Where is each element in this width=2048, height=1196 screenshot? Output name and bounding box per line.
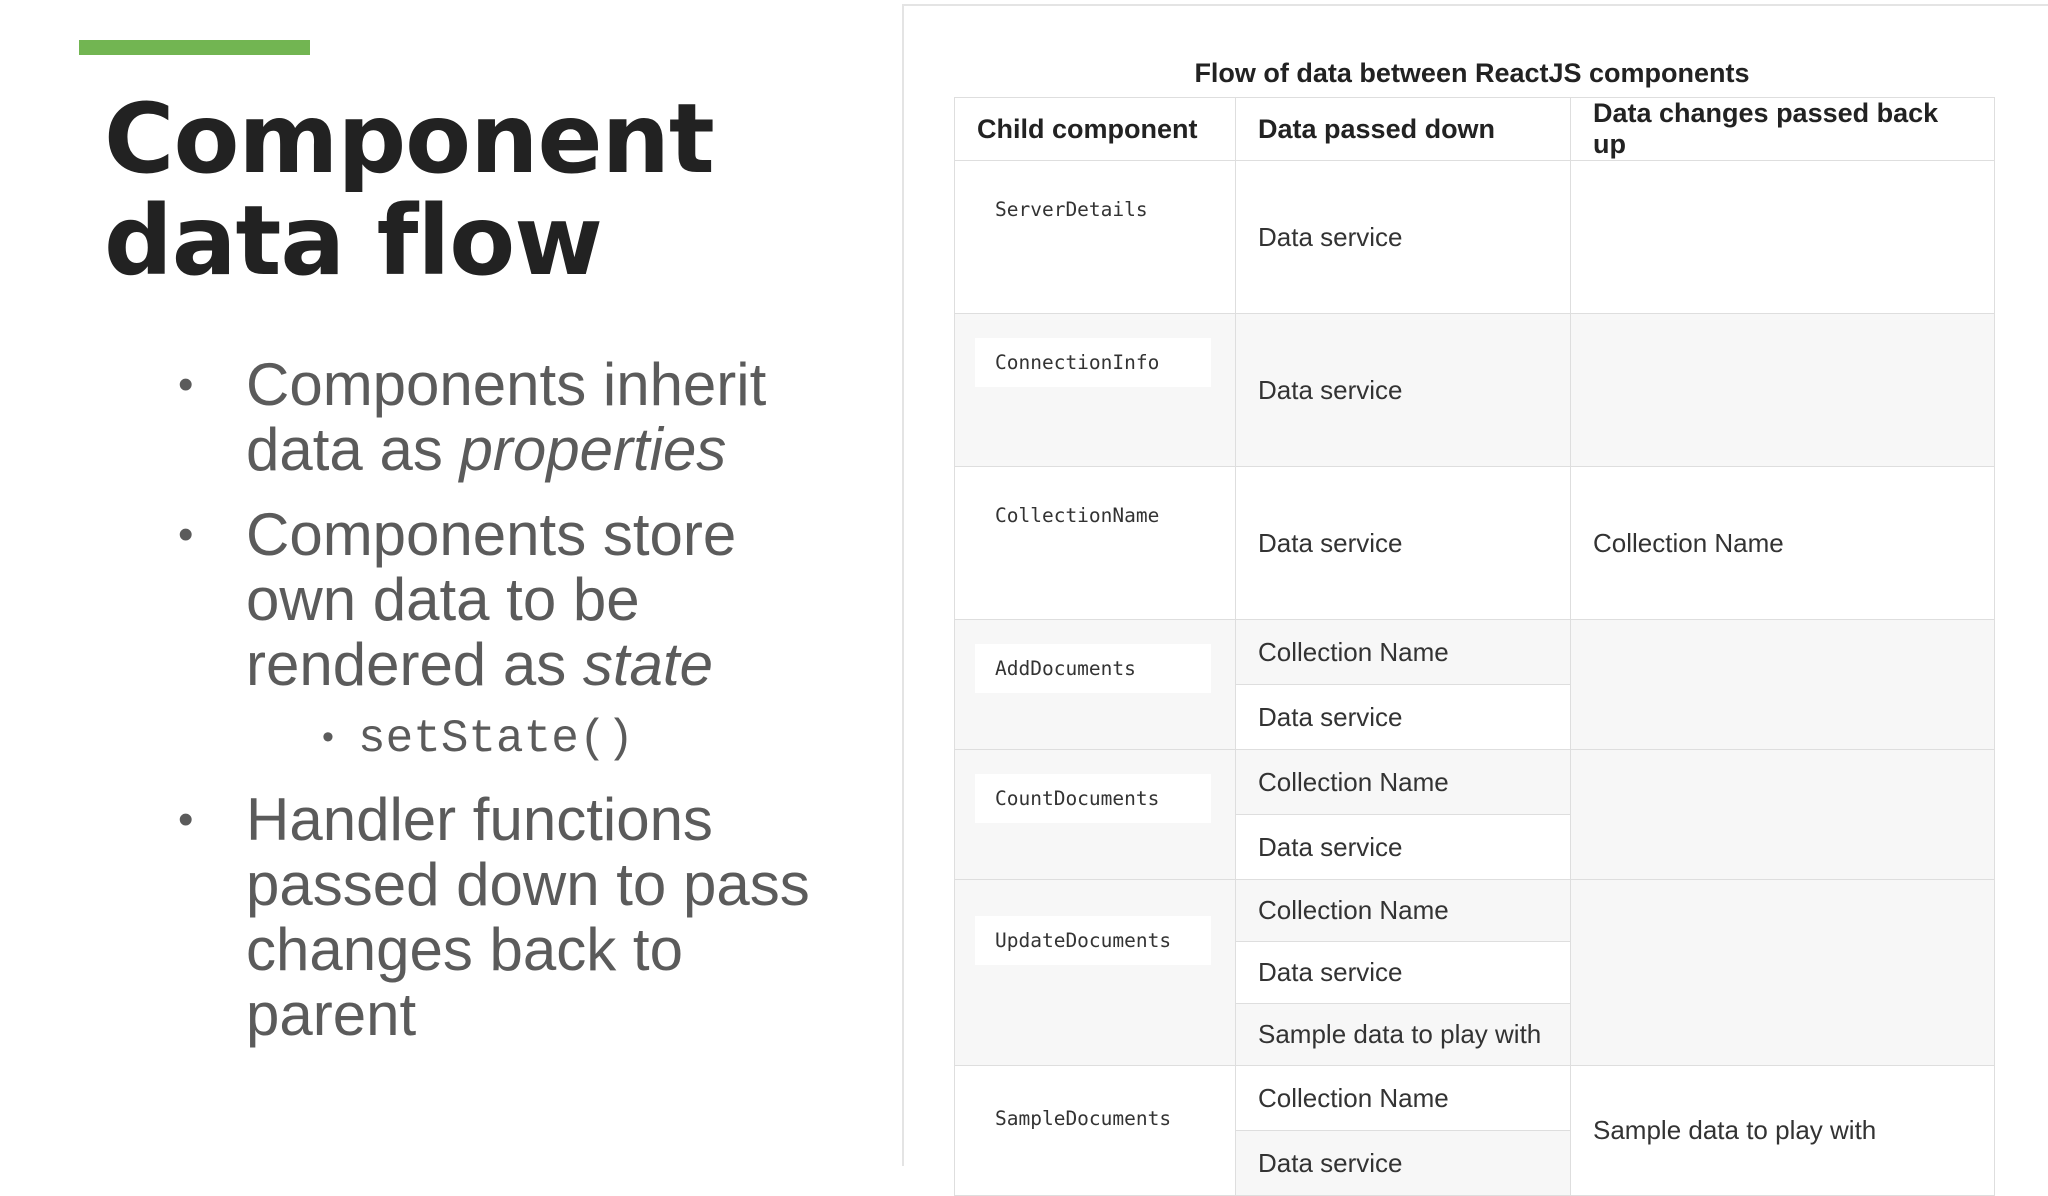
component-name: ConnectionInfo — [975, 338, 1211, 387]
down-cell: Sample data to play with — [1236, 1004, 1571, 1066]
bullet-item — [170, 352, 850, 482]
table-header-row — [955, 98, 1995, 161]
up-cell: Collection Name — [1571, 467, 1995, 620]
bullet-emphasis: state — [582, 631, 713, 698]
table-row — [955, 880, 1995, 942]
table-caption: Flow of data between ReactJS components — [1194, 58, 1750, 88]
component-cell — [955, 314, 1236, 467]
bullet-list — [170, 352, 850, 1067]
data-flow-table — [954, 97, 1995, 1196]
down-cell: Data service — [1236, 1131, 1571, 1196]
slide-title-line-2: data flow — [104, 185, 602, 297]
header-data-passed-down: Data passed down — [1236, 98, 1571, 161]
up-cell — [1571, 620, 1995, 750]
bullet-dot-icon: • — [178, 360, 194, 409]
slide-title-line-1: Component — [104, 83, 714, 195]
down-cell: Collection Name — [1236, 620, 1571, 685]
bullet-emphasis: properties — [459, 416, 727, 483]
table-row — [955, 1066, 1995, 1131]
table-row — [955, 620, 1995, 685]
down-cell: Data service — [1236, 467, 1571, 620]
up-cell — [1571, 314, 1995, 467]
bullet-text: Components inherit data as — [246, 351, 767, 483]
slide-title — [104, 83, 714, 297]
table-row — [955, 467, 1995, 620]
down-cell: Data service — [1236, 314, 1571, 467]
bullet-text: Components store own data to be rendered as — [246, 501, 737, 698]
component-cell — [955, 880, 1236, 1066]
component-cell — [955, 1066, 1236, 1196]
up-cell: Sample data to play with — [1571, 1066, 1995, 1196]
component-cell — [955, 161, 1236, 314]
component-name: SampleDocuments — [995, 1107, 1172, 1130]
header-child-component: Child component — [955, 98, 1236, 161]
up-cell — [1571, 880, 1995, 1066]
down-cell: Collection Name — [1236, 880, 1571, 942]
component-name: CollectionName — [995, 504, 1160, 527]
down-cell: Collection Name — [1236, 1066, 1571, 1131]
bullet-dot-icon: • — [178, 510, 194, 559]
sub-bullet-code: setState() — [358, 713, 635, 765]
bullet-item — [170, 787, 850, 1047]
table-row — [955, 161, 1995, 314]
down-cell: Data service — [1236, 161, 1571, 314]
sub-bullet-item — [246, 711, 850, 767]
table-row — [955, 750, 1995, 815]
sub-bullet-dot-icon: • — [322, 718, 334, 756]
bullet-dot-icon: • — [178, 795, 194, 844]
component-name: AddDocuments — [975, 644, 1211, 693]
bullet-text: Handler functions passed down to pass changes back to parent — [246, 786, 810, 1048]
down-cell: Collection Name — [1236, 750, 1571, 815]
accent-bar — [79, 40, 310, 55]
up-cell — [1571, 161, 1995, 314]
down-cell: Data service — [1236, 942, 1571, 1004]
up-cell — [1571, 750, 1995, 880]
component-cell — [955, 750, 1236, 880]
down-cell: Data service — [1236, 685, 1571, 750]
component-cell — [955, 467, 1236, 620]
table-row — [955, 314, 1995, 467]
component-name: UpdateDocuments — [975, 916, 1211, 965]
component-cell — [955, 620, 1236, 750]
header-data-passed-up: Data changes passed back up — [1571, 98, 1995, 161]
component-name: ServerDetails — [995, 198, 1148, 221]
component-name: CountDocuments — [975, 774, 1211, 823]
down-cell: Data service — [1236, 815, 1571, 880]
bullet-item — [170, 502, 850, 767]
